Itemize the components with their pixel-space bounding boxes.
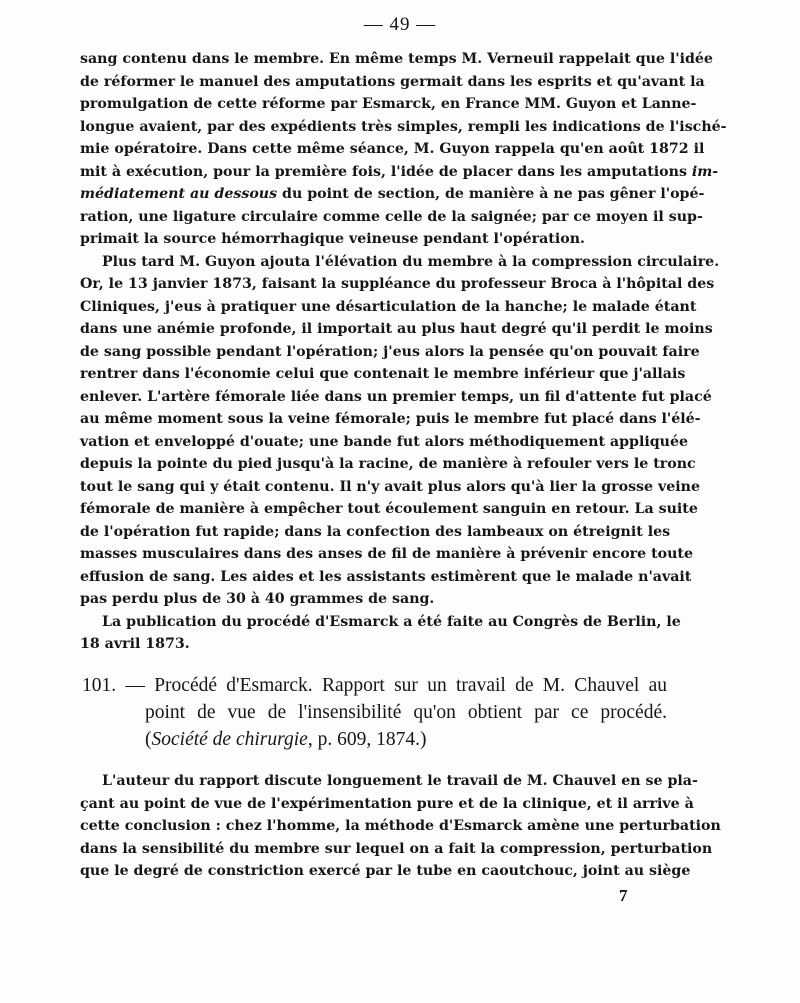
section-body-line — [80, 860, 691, 883]
body-line — [80, 161, 719, 184]
line-text: de l'opération fut rapide; dans la confection des lambeaux on étreignit les — [80, 523, 671, 540]
line-text: La publication du procédé d'Esmarck a été faite au Congrès de Berlin, le — [102, 613, 681, 630]
body-line — [80, 521, 671, 544]
body-line — [80, 273, 715, 296]
section-heading — [82, 672, 667, 753]
body-line — [80, 588, 665, 611]
line-text: mie opératoire. Dans cette même séance, M. Guyon rappela qu'en août 1872 il — [80, 141, 705, 157]
body-line — [80, 251, 720, 274]
line-text: Or, le 13 janvier 1873, faisant la suppléance du professeur Broca à l'hôpital des — [80, 276, 715, 292]
body-line — [80, 228, 665, 251]
line-text: primait la source hémorrhagique veineuse pendant l'opération. — [80, 231, 585, 247]
section-heading-line-2: point de vue de l'insensibilité qu'on obtient par ce procédé. — [145, 702, 667, 723]
line-text: fémorale de manière à empêcher tout écoulement sanguin en retour. La suite — [80, 501, 698, 517]
line-text: sang contenu dans le membre. En même temps M. Verneuil rappelait que l'idée — [80, 51, 713, 67]
line-text: dans la sensibilité du membre sur lequel on a fait la compression, perturbation — [80, 840, 713, 857]
body-line — [80, 318, 713, 341]
line-text: tout le sang qui y était contenu. Il n'y avait plus alors qu'à lier la grosse veine — [80, 478, 701, 495]
line-text: Plus tard M. Guyon ajouta l'élévation du membre à la compression circulaire. — [102, 253, 720, 270]
body-line — [80, 498, 698, 521]
line-text: de sang possible pendant l'opération; j'eus alors la pensée qu'on pouvait faire — [80, 343, 700, 360]
section-body-line — [80, 838, 713, 861]
section-body-block — [80, 770, 721, 883]
body-line — [80, 543, 694, 566]
citation-journal: Société de chirurgie — [151, 729, 308, 750]
body-line — [80, 386, 712, 409]
body-line — [80, 183, 705, 206]
section-body-line — [80, 815, 721, 838]
body-line — [80, 633, 665, 656]
body-line — [80, 476, 701, 499]
citation-open: ( — [145, 729, 152, 750]
line-text: effusion de sang. Les aides et les assistants estimèrent que le malade n'avait — [80, 568, 692, 585]
body-line — [80, 566, 692, 589]
body-line — [80, 453, 696, 476]
body-line — [80, 206, 703, 229]
line-text: cette conclusion : chez l'homme, la méthode d'Esmarck amène une perturbation — [80, 818, 721, 834]
line-text: dans une anémie profonde, il importait au plus haut degré qu'il perdit le moins — [80, 321, 713, 337]
body-line — [80, 611, 681, 634]
line-text: ration, une ligature circulaire comme celle de la saignée; par ce moyen il sup- — [80, 208, 703, 225]
body-line — [80, 48, 713, 71]
body-line — [80, 408, 701, 431]
section-heading-line-1: 101. — Procédé d'Esmarck. Rapport sur un travail de M. Chauvel au — [82, 675, 667, 696]
line-text: enlever. L'artère fémorale liée dans un premier temps, un fil d'attente fut placé — [80, 388, 712, 405]
line-text: Cliniques, j'eus à pratiquer une désarticulation de la hanche; le malade étant — [80, 298, 697, 315]
line-text: rentrer dans l'économie celui que contenait le membre inférieur que j'allais — [80, 366, 686, 382]
line-text: du point de section, de manière à ne pas gêner l'opé- — [277, 186, 705, 202]
line-text: masses musculaires dans des anses de fil de manière à prévenir encore toute — [80, 546, 694, 562]
line-text: promulgation de cette réforme par Esmarck, en France MM. Guyon et Lanne- — [80, 96, 697, 112]
citation-rest: , p. 609, 1874.) — [307, 729, 427, 750]
line-text: mit à exécution, pour la première fois, l'idée de placer dans les amputations — [80, 163, 687, 180]
line-text: vation et enveloppé d'ouate; une bande fut alors méthodiquement appliquée — [80, 433, 689, 450]
line-text: longue avaient, par des expédients très simples, rempli les indications de l'isché- — [80, 118, 727, 135]
body-line — [80, 138, 705, 161]
line-text: depuis la pointe du pied jusqu'à la racine, de manière à refouler vers le tronc — [80, 456, 696, 472]
line-text: L'auteur du rapport discute longuement le travail de M. Chauvel en se pla- — [102, 773, 698, 789]
body-line — [80, 363, 686, 386]
body-line — [80, 71, 705, 94]
body-line — [80, 431, 689, 454]
line-text: pas perdu plus de 30 à 40 grammes de sang. — [80, 591, 435, 607]
body-line — [80, 93, 697, 116]
line-text: 18 avril 1873. — [80, 636, 190, 652]
italic-text: médiatement au dessous — [80, 186, 278, 202]
section-body-line — [80, 793, 694, 816]
section-heading-line-3 — [82, 726, 667, 753]
line-text: çant au point de vue de l'expérimentation pure et de la clinique, et il arrive à — [80, 795, 694, 812]
page-number: — 49 — — [363, 14, 437, 35]
line-text: que le degré de constriction exercé par le tube en caoutchouc, joint au siège — [80, 863, 691, 879]
body-line — [80, 296, 697, 319]
signature-mark: 7 — [619, 886, 628, 905]
body-text-block — [80, 48, 727, 656]
line-text: de réformer le manuel des amputations germait dans les esprits et qu'avant la — [80, 73, 705, 90]
line-text: au même moment sous la veine fémorale; puis le membre fut placé dans l'élé- — [80, 411, 701, 427]
italic-text: im- — [691, 163, 719, 180]
body-line — [80, 116, 727, 139]
body-line — [80, 341, 700, 364]
section-body-line — [80, 770, 698, 793]
